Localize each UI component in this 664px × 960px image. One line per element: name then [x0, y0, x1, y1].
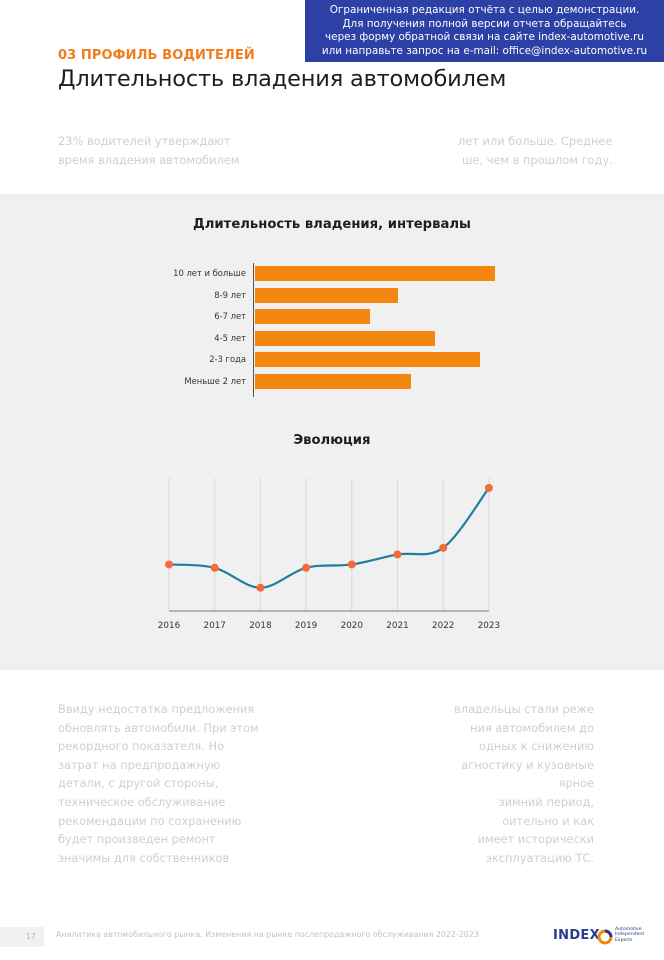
body-text: одных к снижению: [479, 739, 594, 754]
body-text: детали, с другой стороны,: [58, 776, 219, 791]
logo-sub-line: Independent: [615, 932, 645, 938]
body-text: Ввиду недостатка предложения: [58, 702, 255, 716]
body-text: оительно и как: [502, 813, 594, 828]
footer: [0, 924, 664, 950]
data-point: [302, 564, 310, 572]
x-tick-label: 2020: [340, 621, 363, 631]
banner-line: или направьте запрос на e-mail: office@index-automotive.ru: [321, 44, 648, 57]
data-point: [394, 550, 402, 558]
x-tick-label: 2022: [432, 621, 455, 631]
body-line: [58, 756, 594, 775]
logo-wordmark: INDEX: [553, 928, 600, 943]
logo-subtitle: [615, 927, 644, 943]
bar-chart-title: Длительность владения, интервалы: [193, 217, 471, 232]
body-paragraph: [58, 700, 594, 867]
bar-category-label: 2-3 года: [209, 354, 246, 364]
x-tick-label: 2021: [386, 621, 409, 631]
body-text: затрат на предпродажную: [58, 757, 221, 772]
x-tick-label: 2017: [203, 621, 226, 631]
intro-text: 23% водителей утверждают: [58, 134, 231, 148]
page-number: 17: [0, 927, 44, 947]
intro-text: время владения автомобилем: [58, 153, 240, 167]
banner-line: Для получения полной версии отчета обращайтесь: [342, 17, 627, 30]
data-point: [165, 560, 173, 568]
body-text: имеет исторически: [477, 832, 594, 847]
data-point: [485, 484, 493, 492]
data-point: [348, 560, 356, 568]
body-text: рекордного показателя. Но: [58, 739, 225, 754]
bar-category-label: 4-5 лет: [214, 332, 246, 343]
intro-text: лет или больше. Среднее: [458, 134, 613, 148]
body-text: эксплуатацию ТС.: [485, 850, 594, 865]
page-title: Длительность владения автомобилем: [58, 66, 507, 92]
body-text: зимний период,: [498, 794, 594, 809]
data-point: [439, 544, 447, 552]
banner-line: через форму обратной связи на сайте index-automotive.ru: [325, 31, 644, 44]
data-point: [256, 584, 264, 592]
body-line: [58, 774, 594, 793]
data-point: [211, 564, 219, 572]
logo-sub-line: Automotive: [615, 927, 642, 932]
body-line: [58, 812, 594, 831]
body-line: [58, 849, 594, 868]
bar-category-label: 8-9 лет: [214, 289, 246, 300]
body-line: [58, 700, 594, 719]
bar-category-label: 6-7 лет: [214, 311, 246, 321]
body-line: [58, 830, 594, 849]
x-tick-label: 2016: [157, 621, 181, 631]
body-text: владельцы стали реже: [454, 702, 594, 716]
x-tick-label: 2018: [249, 621, 272, 631]
banner-line: Ограниченная редакция отчёта с целью демонстрации.: [329, 4, 640, 16]
logo-sub-line: Experts: [615, 937, 633, 943]
body-text: обновлять автомобили. При этом: [58, 720, 259, 735]
body-text: техническое обслуживание: [58, 794, 226, 809]
footer-text: Аналитика автомобильного рынка. Изменения на рынке послепродажного обслуживания 2022-2023: [56, 930, 479, 939]
logo-ring-icon: [597, 929, 613, 945]
body-line: [58, 793, 594, 812]
bar-category-label: 10 лет и больше: [173, 268, 246, 278]
x-tick-label: 2023: [477, 621, 501, 631]
body-line: [58, 719, 594, 738]
body-text: значимы для собственников: [58, 850, 230, 865]
section-label: 03 ПРОФИЛЬ ВОДИТЕЛЕЙ: [58, 48, 255, 63]
body-line: [58, 737, 594, 756]
line-chart-title: Эволюция: [293, 433, 371, 448]
body-text: агностику и кузовные: [461, 757, 594, 772]
x-tick-label: 2019: [294, 621, 318, 631]
body-text: ярное: [558, 776, 594, 791]
series-line: [169, 488, 489, 588]
body-text: рекомендации по сохранению: [58, 813, 242, 828]
bar-category-label: Меньше 2 лет: [184, 375, 246, 386]
intro-text: ше, чем в прошлом году.: [462, 153, 613, 167]
body-text: ния автомобилем до: [470, 720, 594, 735]
body-text: будет произведен ремонт: [58, 832, 216, 847]
